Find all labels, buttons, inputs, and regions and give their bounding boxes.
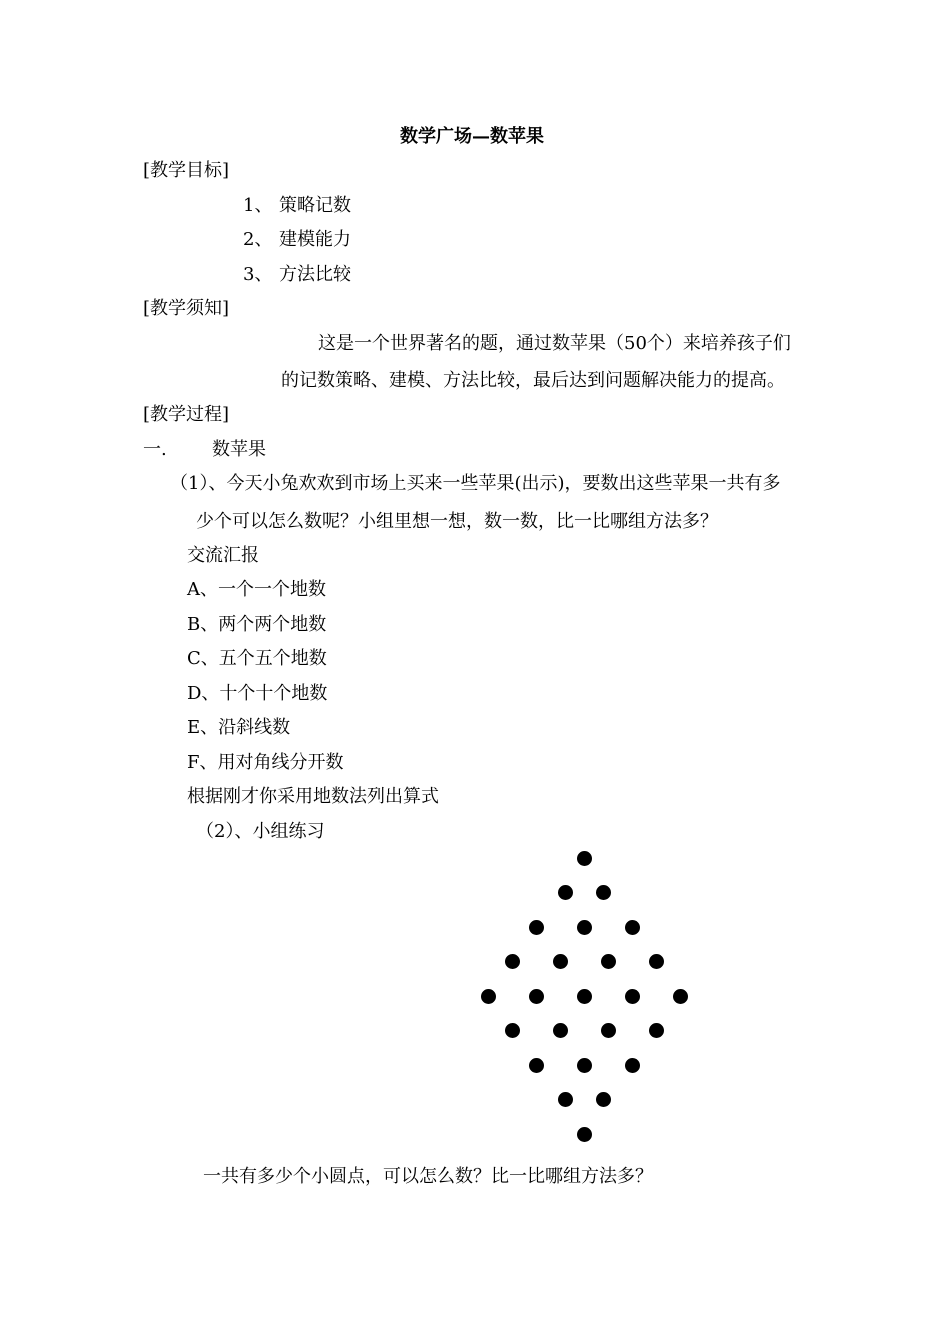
objectives-heading: [教学目标]: [143, 160, 230, 181]
objective-num-2: 2、: [243, 229, 273, 250]
dot-r4-c4: [649, 954, 664, 969]
question-1-line-2: 少个可以怎么数呢？小组里想一想，数一数，比一比哪组方法多？: [196, 511, 718, 532]
method-b: B、两个两个地数: [187, 614, 327, 635]
objective-text-1: 策略记数: [279, 195, 351, 216]
dot-r8-c1: [558, 1092, 573, 1107]
dot-r3-c1: [529, 920, 544, 935]
dot-r7-c3: [625, 1058, 640, 1073]
dot-r4-c2: [553, 954, 568, 969]
dot-r6-c1: [505, 1023, 520, 1038]
question-1-line-1: （1）、今天小兔欢欢到市场上买来一些苹果(出示)，要数出这些苹果一共有多: [170, 473, 781, 494]
notes-line-2: 的记数策略、建模、方法比较，最后达到问题解决能力的提高。: [281, 370, 785, 391]
objective-text-3: 方法比较: [279, 264, 351, 285]
dot-r4-c3: [601, 954, 616, 969]
method-d: D、十个十个地数: [187, 683, 328, 704]
dot-r2-c1: [558, 885, 573, 900]
dot-r5-c5: [673, 989, 688, 1004]
notes-heading: [教学须知]: [143, 298, 230, 319]
section-number: 一.: [143, 439, 167, 460]
dot-r1-c1: [577, 851, 592, 866]
report-label: 交流汇报: [187, 545, 259, 566]
dot-r6-c2: [553, 1023, 568, 1038]
process-heading: [教学过程]: [143, 404, 230, 425]
dot-r5-c1: [481, 989, 496, 1004]
dot-r2-c2: [596, 885, 611, 900]
dot-count-question: 一共有多少个小圆点，可以怎么数？比一比哪组方法多？: [203, 1166, 653, 1187]
notes-line-1: 这是一个世界著名的题，通过数苹果（50个）来培养孩子们: [318, 333, 791, 354]
dot-r9-c1: [577, 1127, 592, 1142]
method-f: F、用对角线分开数: [187, 752, 344, 773]
dot-r7-c2: [577, 1058, 592, 1073]
method-c: C、五个五个地数: [187, 648, 327, 669]
dot-r5-c4: [625, 989, 640, 1004]
dot-r5-c2: [529, 989, 544, 1004]
dot-r6-c4: [649, 1023, 664, 1038]
objective-num-3: 3、: [243, 264, 273, 285]
objective-num-1: 1、: [243, 195, 273, 216]
page-title: 数学广场—数苹果: [400, 126, 544, 147]
dot-r7-c1: [529, 1058, 544, 1073]
dot-r8-c2: [596, 1092, 611, 1107]
dot-r5-c3: [577, 989, 592, 1004]
method-a: A、一个一个地数: [187, 579, 326, 600]
dot-r6-c3: [601, 1023, 616, 1038]
dot-r3-c3: [625, 920, 640, 935]
question-2-label: （2）、小组练习: [196, 821, 325, 842]
section-title: 数苹果: [212, 439, 266, 460]
dot-r4-c1: [505, 954, 520, 969]
method-e: E、沿斜线数: [187, 717, 291, 738]
dot-diamond-figure: [470, 850, 700, 1150]
objective-text-2: 建模能力: [279, 229, 351, 250]
dot-r3-c2: [577, 920, 592, 935]
formula-prompt: 根据刚才你采用地数法列出算式: [187, 786, 439, 807]
